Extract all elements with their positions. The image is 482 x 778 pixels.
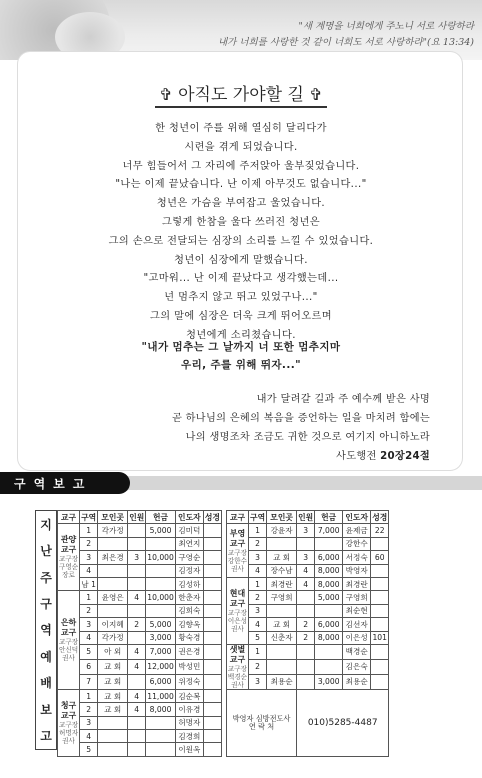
report-cell: 7,000: [146, 644, 176, 659]
table-row: [58, 618, 389, 631]
report-cell: 강한수: [343, 537, 371, 550]
report-cell: 4: [297, 564, 315, 577]
report-cell: [98, 564, 128, 577]
report-cell: 김순복: [175, 689, 203, 702]
report-cell: 이원옥: [175, 743, 203, 756]
report-cell: 김미덕: [175, 524, 203, 537]
report-cell: [297, 604, 315, 617]
column-gap: [221, 674, 226, 689]
report-cell: [146, 577, 176, 590]
poem-line: 그의 손으로 전달되는 심장의 소리를 느낄 수 있었습니다.: [108, 235, 374, 247]
group-name-cell: [58, 689, 80, 756]
report-cell: [203, 618, 221, 631]
column-header: 인도자: [175, 511, 203, 524]
report-cell: 최순현: [343, 604, 371, 617]
report-cell: 권은경: [175, 644, 203, 659]
report-cell: [371, 674, 389, 689]
group-name: 현대 교구: [229, 588, 246, 608]
report-cell: [128, 743, 146, 756]
report-cell: 8,000: [315, 631, 343, 644]
report-cell: [128, 674, 146, 689]
report-cell: 김향옥: [175, 618, 203, 631]
report-cell: 김경희: [175, 730, 203, 743]
report-cell: 각가정: [98, 524, 128, 537]
report-cell: 윤제금: [343, 524, 371, 537]
report-cell: 3: [80, 618, 98, 631]
report-cell: 5: [80, 644, 98, 659]
report-cell: [203, 537, 221, 550]
report-cell: 각가정: [98, 631, 128, 644]
report-cell: [371, 604, 389, 617]
group-name: 은하 교구: [60, 618, 77, 638]
report-cell: 2: [80, 537, 98, 550]
report-cell: [297, 591, 315, 604]
title-text: 아직도 가야할 길: [178, 85, 304, 105]
report-cell: 1: [249, 644, 267, 659]
report-cell: 구영희: [267, 591, 297, 604]
report-cell: 5,000: [146, 524, 176, 537]
contact-phone: 010)5285-4487: [297, 689, 389, 756]
report-cell: 김은숙: [343, 659, 371, 674]
report-cell: 10,000: [146, 591, 176, 604]
side-title-char: 배: [40, 676, 52, 691]
article-title: [0, 80, 482, 105]
cross-icon: ✞: [309, 85, 323, 104]
report-cell: [371, 618, 389, 631]
group-name: 청구 교구: [60, 700, 77, 720]
report-cell: 아 외: [98, 644, 128, 659]
column-gap: [221, 659, 226, 674]
poem-line: 넌 멈추지 않고 뛰고 있었구나...": [164, 292, 318, 304]
column-header: 구역: [249, 511, 267, 524]
report-cell: 3: [249, 604, 267, 617]
report-cell: [98, 730, 128, 743]
report-cell: [128, 631, 146, 644]
poem-line: 그의 말에 심장은 더욱 크게 뛰어오르며: [149, 310, 333, 322]
scripture-reference: 사도행전 20장24절: [336, 451, 430, 462]
report-cell: [203, 703, 221, 716]
report-cell: 22: [371, 524, 389, 537]
table-row: [58, 659, 389, 674]
column-header: 모인곳: [267, 511, 297, 524]
report-cell: [371, 659, 389, 674]
report-cell: 5,000: [146, 618, 176, 631]
report-cell: [297, 537, 315, 550]
side-title-char: 보: [40, 702, 52, 717]
report-cell: [203, 631, 221, 644]
table-row: [58, 577, 389, 590]
report-cell: [203, 730, 221, 743]
poem-line: 청년이 심장에게 말했습니다.: [174, 254, 308, 266]
report-cell: 윤영은: [98, 591, 128, 604]
report-cell: 신춘자: [267, 631, 297, 644]
report-cell: [203, 564, 221, 577]
report-cell: [297, 659, 315, 674]
report-cell: 김희숙: [175, 604, 203, 617]
report-cell: 4: [297, 577, 315, 590]
column-gap: [221, 631, 226, 644]
report-cell: [203, 659, 221, 674]
report-cell: 3: [128, 551, 146, 564]
closing-line: 곧 하나님의 은혜의 복음을 증언하는 일을 마치려 함에는: [171, 413, 430, 424]
report-cell: 백경순: [343, 644, 371, 659]
report-cell: 1: [249, 524, 267, 537]
column-header: 인원: [297, 511, 315, 524]
column-header: 인도자: [343, 511, 371, 524]
report-cell: [371, 577, 389, 590]
table-row: [58, 674, 389, 689]
report-cell: [203, 674, 221, 689]
report-cell: [315, 537, 343, 550]
report-cell: [267, 644, 297, 659]
report-cell: [315, 604, 343, 617]
report-cell: [203, 577, 221, 590]
report-cell: 3: [80, 716, 98, 729]
report-cell: 4: [80, 564, 98, 577]
report-cell: 교 회: [267, 551, 297, 564]
report-cell: [371, 644, 389, 659]
group-name-cell: [58, 524, 80, 591]
report-cell: [371, 537, 389, 550]
group-name-cell: [226, 644, 248, 689]
poem-quote: [0, 338, 482, 374]
report-cell: 위정숙: [175, 674, 203, 689]
report-table: [57, 510, 389, 757]
report-cell: 장수남: [267, 564, 297, 577]
report-cell: [128, 537, 146, 550]
report-cell: 12,000: [146, 659, 176, 674]
section-label: 구역보고: [14, 477, 93, 491]
column-header: 모인곳: [98, 511, 128, 524]
report-cell: 최은경: [98, 551, 128, 564]
poem-line: 시련을 겪게 되었습니다.: [184, 141, 298, 153]
contact-label: 박영자 심방전도사 연 락 처: [226, 689, 296, 756]
report-cell: 1: [80, 524, 98, 537]
header-verse-line1: "새 계명을 너희에게 주노니 서로 사랑하라: [298, 21, 474, 32]
table-row: [58, 564, 389, 577]
column-gap: [221, 537, 226, 550]
report-cell: 4: [128, 659, 146, 674]
closing-line: 내가 달려갈 길과 주 예수께 받은 사명: [256, 394, 430, 405]
report-cell: 8,000: [146, 703, 176, 716]
report-cell: [203, 743, 221, 756]
report-cell: 2: [128, 618, 146, 631]
report-cell: 2: [297, 631, 315, 644]
report-cell: 3: [297, 551, 315, 564]
report-header-row: [58, 511, 389, 524]
report-cell: [146, 730, 176, 743]
report-cell: 구영순: [175, 551, 203, 564]
report-cell: [203, 689, 221, 702]
table-row: [58, 644, 389, 659]
report-cell: 1: [80, 591, 98, 604]
report-cell: 4: [128, 644, 146, 659]
report-cell: [146, 743, 176, 756]
report-cell: 한춘자: [175, 591, 203, 604]
table-row: [58, 604, 389, 617]
report-cell: [146, 604, 176, 617]
table-row: [58, 551, 389, 564]
report-cell: 2: [80, 703, 98, 716]
side-title-char: 예: [40, 649, 52, 664]
report-cell: 김성하: [175, 577, 203, 590]
report-cell: 황숙경: [175, 631, 203, 644]
report-cell: [371, 591, 389, 604]
report-cell: 11,000: [146, 689, 176, 702]
report-cell: [128, 564, 146, 577]
report-cell: 8,000: [315, 564, 343, 577]
poem-line: 청년에게 소리쳤습니다.: [186, 329, 296, 341]
report-cell: [128, 577, 146, 590]
poem-line: "나는 이제 끝났습니다. 난 이제 아무것도 없습니다...": [115, 179, 367, 191]
group-leader: 교구장 백경순 권사: [227, 664, 248, 689]
column-header: 헌금: [315, 511, 343, 524]
poem-line: 한 청년이 주를 위해 열심히 달리다가: [155, 123, 327, 134]
report-cell: 최용순: [267, 674, 297, 689]
header-verse-line2: 내가 너희를 사랑한 것 같이 너희도 서로 사랑하라"(요 13:34): [217, 37, 474, 48]
report-cell: 4: [249, 564, 267, 577]
header-banner: [0, 0, 482, 60]
report-cell: 박영자: [343, 564, 371, 577]
report-cell: 4: [128, 591, 146, 604]
report-cell: 5: [80, 743, 98, 756]
report-cell: 7,000: [315, 524, 343, 537]
group-name-cell: [226, 577, 248, 644]
side-title-char: 역: [40, 623, 52, 638]
report-cell: 김정자: [175, 564, 203, 577]
report-cell: 박성민: [175, 659, 203, 674]
poem-line: 청년은 가슴을 부여잡고 울었습니다.: [156, 198, 326, 210]
report-cell: 3: [249, 551, 267, 564]
group-name: 부영 교구: [229, 528, 246, 548]
column-gap: [221, 730, 226, 743]
report-side-title: [35, 510, 57, 750]
report-cell: [315, 644, 343, 659]
report-cell: 교 회: [98, 674, 128, 689]
section-bar: [0, 472, 482, 494]
report-cell: 4: [128, 689, 146, 702]
closing-line: 나의 생명조차 조금도 귀한 것으로 여기지 아니하노라: [185, 432, 430, 443]
report-cell: 7: [80, 674, 98, 689]
report-cell: [128, 730, 146, 743]
section-bar-grey: [120, 476, 482, 490]
column-gap: [221, 703, 226, 716]
report-cell: [146, 537, 176, 550]
report-cell: 최용순: [343, 674, 371, 689]
report-cell: 10,000: [146, 551, 176, 564]
table-row: [58, 591, 389, 604]
report-cell: 최경란: [343, 577, 371, 590]
column-gap: [221, 716, 226, 729]
group-leader: 교구장 안신덕 권사: [59, 638, 79, 663]
report-cell: 최경란: [267, 577, 297, 590]
report-cell: 이은성: [343, 631, 371, 644]
report-cell: [98, 743, 128, 756]
side-title-char: 구: [40, 597, 52, 612]
report-cell: 4: [80, 730, 98, 743]
report-cell: 6,000: [315, 618, 343, 631]
report-cell: 이지혜: [98, 618, 128, 631]
report-cell: [128, 604, 146, 617]
group-name-cell: [58, 591, 80, 690]
group-name-cell: [226, 524, 248, 578]
report-cell: 6,000: [315, 551, 343, 564]
report-cell: 2: [249, 537, 267, 550]
column-gap: [221, 564, 226, 577]
column-gap: [221, 551, 226, 564]
column-header: 성경: [371, 511, 389, 524]
report-cell: [267, 537, 297, 550]
report-cell: [203, 604, 221, 617]
report-cell: 1: [80, 689, 98, 702]
report-cell: 101: [371, 631, 389, 644]
report-cell: 교 회: [267, 618, 297, 631]
poem-line: 그렇게 한참을 울다 쓰러진 청년은: [162, 216, 320, 228]
side-title-char: 난: [40, 544, 52, 559]
report-cell: [297, 674, 315, 689]
report-cell: 3,000: [315, 674, 343, 689]
report-cell: 3,000: [146, 631, 176, 644]
report-cell: 허명자: [175, 716, 203, 729]
report-cell: 1: [249, 577, 267, 590]
report-cell: 서정숙: [343, 551, 371, 564]
report-cell: 이유경: [175, 703, 203, 716]
table-row: [58, 689, 389, 702]
report-cell: 남 1: [80, 577, 98, 590]
report-cell: 4: [128, 703, 146, 716]
report-cell: [203, 644, 221, 659]
report-cell: [98, 604, 128, 617]
report-cell: [267, 604, 297, 617]
report-cell: 구영희: [343, 591, 371, 604]
table-row: [58, 537, 389, 550]
side-title-char: 주: [40, 570, 52, 585]
column-gap: [221, 743, 226, 756]
report-cell: [146, 564, 176, 577]
report-cell: 5,000: [315, 591, 343, 604]
group-leader: 교구장 강한수 권사: [227, 548, 248, 573]
column-header: 헌금: [146, 511, 176, 524]
report-cell: [128, 716, 146, 729]
column-header: 성경: [203, 511, 221, 524]
column-header: 교구: [58, 511, 80, 524]
column-gap: [221, 604, 226, 617]
report-cell: [315, 659, 343, 674]
report-cell: 3: [297, 524, 315, 537]
group-leader: 교구장 구영순 장로: [59, 555, 79, 580]
report-cell: 60: [371, 551, 389, 564]
column-header: 인원: [128, 511, 146, 524]
table-row: [58, 631, 389, 644]
table-row: [58, 524, 389, 537]
report-cell: 3: [249, 674, 267, 689]
report-cell: 교 회: [98, 703, 128, 716]
report-cell: 6: [80, 659, 98, 674]
report-cell: 4: [249, 618, 267, 631]
report-cell: 강윤자: [267, 524, 297, 537]
group-leader: 교구장 허명자 권사: [59, 720, 79, 745]
column-gap: [221, 618, 226, 631]
cross-icon: ✞: [159, 85, 173, 104]
report-cell: [203, 591, 221, 604]
poem-line: "고마워... 난 이제 끝났다고 생각했는데...: [143, 273, 339, 285]
quote-line: 우리, 주를 위해 뛰자...": [181, 359, 301, 371]
group-name: 관양 교구: [60, 535, 77, 555]
report-cell: [128, 524, 146, 537]
side-title-char: 고: [40, 729, 52, 744]
report-cell: 2: [297, 618, 315, 631]
report-cell: [203, 551, 221, 564]
report-cell: 2: [80, 604, 98, 617]
report-cell: 4: [80, 631, 98, 644]
report-cell: 3: [80, 551, 98, 564]
report-cell: [98, 577, 128, 590]
quote-line: "내가 멈추는 그 날까지 너 또한 멈추지마: [141, 341, 341, 353]
report-cell: [98, 537, 128, 550]
poem-line: 너무 힘들어서 그 자리에 주저앉아 울부짖었습니다.: [122, 160, 360, 172]
column-gap: [221, 591, 226, 604]
column-header: 구역: [80, 511, 98, 524]
report-cell: [203, 524, 221, 537]
report-cell: [203, 716, 221, 729]
group-name: 샛별 교구: [229, 644, 246, 664]
report-cell: [297, 644, 315, 659]
report-cell: 김선자: [343, 618, 371, 631]
report-cell: [98, 716, 128, 729]
report-cell: [371, 564, 389, 577]
report-cell: 교 회: [98, 659, 128, 674]
report-cell: 2: [249, 591, 267, 604]
report-cell: 8,000: [315, 577, 343, 590]
report-cell: 2: [249, 659, 267, 674]
report-cell: [267, 659, 297, 674]
poem-body: [0, 120, 482, 346]
column-header: 교구: [226, 511, 248, 524]
report-cell: [146, 716, 176, 729]
scripture-block: [30, 390, 430, 466]
report-cell: 6,000: [146, 674, 176, 689]
side-title-char: 지: [40, 517, 52, 532]
report-cell: 교 회: [98, 689, 128, 702]
report-cell: 최연지: [175, 537, 203, 550]
report-cell: 5: [249, 631, 267, 644]
group-leader: 교구장 이은성 권사: [227, 608, 248, 633]
